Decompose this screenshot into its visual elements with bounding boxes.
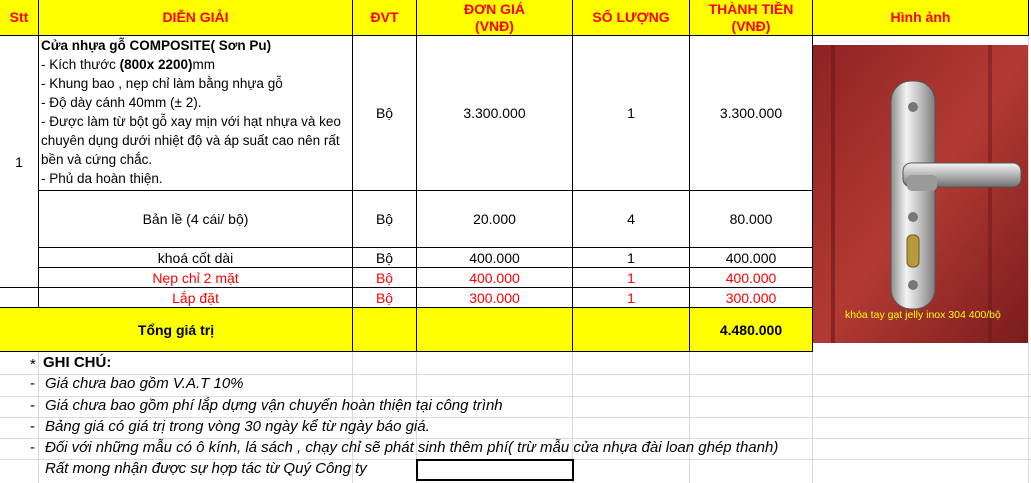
row-name[interactable]: Nẹp chỉ 2 mặt	[39, 268, 353, 288]
row-don-gia[interactable]: 300.000	[417, 288, 573, 308]
header-dvt: ĐVT	[353, 0, 417, 36]
header-don-gia: ĐƠN GIÁ (VNĐ)	[417, 0, 573, 36]
row-name[interactable]: Lắp đặt	[39, 288, 353, 308]
main-item-line: - Phủ da hoàn thiện.	[41, 171, 163, 186]
main-item-dvt[interactable]: Bộ	[353, 36, 417, 191]
row-don-gia[interactable]: 400.000	[417, 268, 573, 288]
empty-cell[interactable]	[0, 288, 39, 308]
note-dash: -	[30, 439, 35, 456]
row-so-luong[interactable]: 1	[573, 268, 690, 288]
note-dash: -	[30, 418, 35, 435]
row-so-luong[interactable]: 1	[573, 248, 690, 268]
main-item-line: - Kích thước (800x 2200)mm	[41, 57, 215, 72]
note-item: Giá chưa bao gồm V.A.T 10%	[45, 375, 244, 392]
total-value[interactable]: 4.480.000	[690, 308, 813, 352]
row-thanh-tien[interactable]: 300.000	[690, 288, 813, 308]
main-item-line: - Độ dày cánh 40mm (± 2).	[41, 95, 202, 110]
row-thanh-tien[interactable]: 400.000	[690, 248, 813, 268]
row-don-gia[interactable]: 400.000	[417, 248, 573, 268]
row-dvt[interactable]: Bộ	[353, 191, 417, 248]
total-empty-cell[interactable]	[417, 308, 573, 352]
selected-cell[interactable]	[416, 459, 574, 481]
note-item: Bảng giá có giá trị trong vòng 30 ngày kể từ ngày báo giá.	[45, 418, 430, 435]
product-photo[interactable]	[813, 45, 1028, 343]
main-item-line: - Khung bao , nẹp chỉ làm bằng nhựa gỗ	[41, 76, 283, 91]
total-empty-cell[interactable]	[573, 308, 690, 352]
row-name[interactable]: Bản lề (4 cái/ bộ)	[39, 191, 353, 248]
note-dash: -	[30, 397, 35, 414]
total-empty-cell[interactable]	[353, 308, 417, 352]
main-item-size: (800x 2200)	[119, 57, 193, 72]
row-thanh-tien[interactable]: 80.000	[690, 191, 813, 248]
main-item-title: Cửa nhựa gỗ COMPOSITE( Sơn Pu)	[41, 38, 272, 53]
row-thanh-tien[interactable]: 400.000	[690, 268, 813, 288]
row-name[interactable]: khoá cốt dài	[39, 248, 353, 268]
row-so-luong[interactable]: 1	[573, 288, 690, 308]
row-so-luong[interactable]: 4	[573, 191, 690, 248]
header-hinh-anh: Hình ảnh	[813, 0, 1029, 36]
header-stt: Stt	[0, 0, 39, 36]
header-dien-giai: DIỄN GIẢI	[39, 0, 353, 36]
main-item-so-luong[interactable]: 1	[573, 36, 690, 191]
row-dvt[interactable]: Bộ	[353, 248, 417, 268]
main-item-thanh-tien[interactable]: 3.300.000	[690, 36, 813, 191]
notes-bullet: *	[30, 356, 36, 373]
note-item: Đối với những mẫu có ô kính, lá sách , chạy chỉ sẽ phát sinh thêm phí( trừ mẫu cửa nhựa đài loan ghép thanh)	[45, 439, 779, 456]
main-item-description[interactable]	[39, 36, 353, 191]
main-item-don-gia[interactable]: 3.300.000	[417, 36, 573, 191]
row-dvt[interactable]: Bộ	[353, 288, 417, 308]
photo-caption: khóa tay gạt jelly inox 304 400/bộ	[845, 309, 1001, 321]
door-handle-image	[813, 45, 1028, 343]
row-stt: 1	[15, 153, 23, 170]
row-stt-cell[interactable]	[0, 36, 39, 288]
note-dash: -	[30, 375, 35, 392]
header-thanh-tien: THÀNH TIỀN (VNĐ)	[690, 0, 813, 36]
row-don-gia[interactable]: 20.000	[417, 191, 573, 248]
total-label[interactable]: Tổng giá trị	[0, 308, 353, 352]
main-item-line: - Được làm từ bột gỗ xay mịn với hạt nhựa và keo chuyên dụng dưới nhiệt độ và áp suất cao nên rất bền và cứng chắc.	[41, 114, 341, 167]
row-dvt[interactable]: Bộ	[353, 268, 417, 288]
notes-title: GHI CHÚ:	[43, 354, 112, 371]
notes-closing: Rất mong nhận được sự hợp tác từ Quý Công ty	[45, 460, 367, 477]
header-so-luong: SỐ LƯỢNG	[573, 0, 690, 36]
note-item: Giá chưa bao gồm phí lắp dựng vận chuyển hoàn thiện tại công trình	[45, 397, 503, 414]
